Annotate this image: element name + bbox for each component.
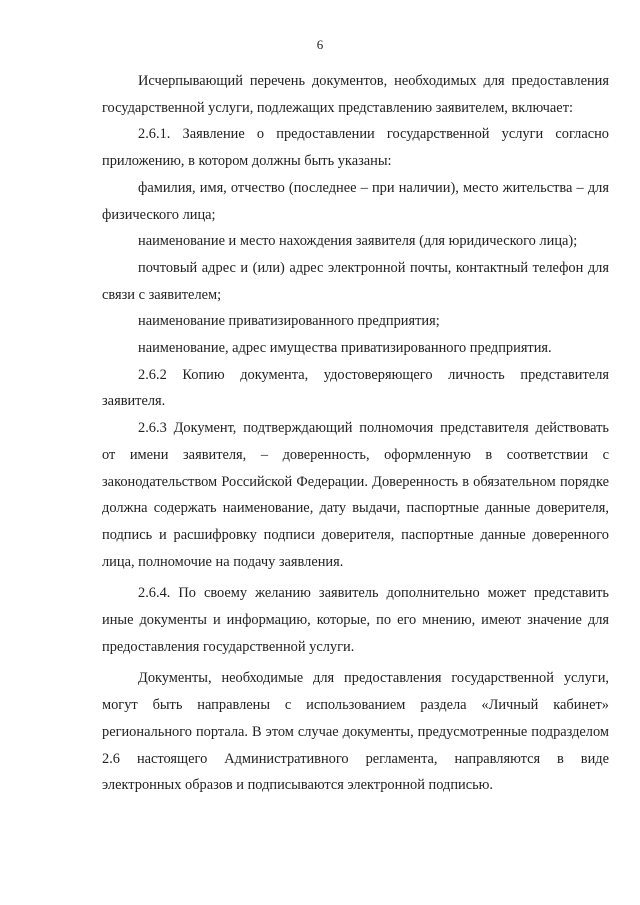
paragraph-contacts: почтовый адрес и (или) адрес электронной почты, контактный телефон для связи с заявителем; (102, 259, 609, 303)
paragraph-electronic-submission: Документы, необходимые для предоставления государственной услуги, могут быть направлены с использованием раздела «Личный кабинет» регионального портала. В этом случае документы, предусмотренные подразделом 2.6 настоящего Административного регламента, направляются в виде электронных образов и подписываются электронной подписью. (102, 670, 609, 794)
document-body (102, 68, 609, 799)
paragraph-enterprise-name: наименование приватизированного предприятия; (138, 313, 440, 330)
page-number: 6 (316, 37, 324, 52)
paragraph-2-6-3: 2.6.3 Документ, подтверждающий полномочия представителя действовать от имени заявителя, – доверенность, оформленную в соответствии с законодательством Российской Федерации. Доверенность в обязательном порядке должна содержать наименование, дату выдачи, паспортные данные доверителя, подпись и расшифровку подписи доверителя, паспортные данные доверенного лица, полномочие на подачу заявления. (102, 420, 609, 570)
paragraph-2-6-4: 2.6.4. По своему желанию заявитель дополнительно может представить иные документы и информацию, которые, по его мнению, имеют значение для предоставления государственной услуги. (102, 585, 609, 655)
paragraph-intro: Исчерпывающий перечень документов, необходимых для предоставления государственной услуги, подлежащих представлению заявителем, включает: (102, 73, 609, 116)
paragraph-2-6-1: 2.6.1. Заявление о предоставлении государственной услуги согласно приложению, в котором должны быть указаны: (102, 126, 609, 170)
paragraph-legal-entity: наименование и место нахождения заявителя (для юридического лица); (138, 233, 578, 250)
paragraph-full-name: фамилия, имя, отчество (последнее – при наличии), место жительства – для физического лица; (102, 179, 609, 223)
paragraph-enterprise-address: наименование, адрес имущества приватизированного предприятия. (138, 340, 552, 357)
paragraph-2-6-2: 2.6.2 Копию документа, удостоверяющего личность представителя заявителя. (102, 366, 609, 410)
